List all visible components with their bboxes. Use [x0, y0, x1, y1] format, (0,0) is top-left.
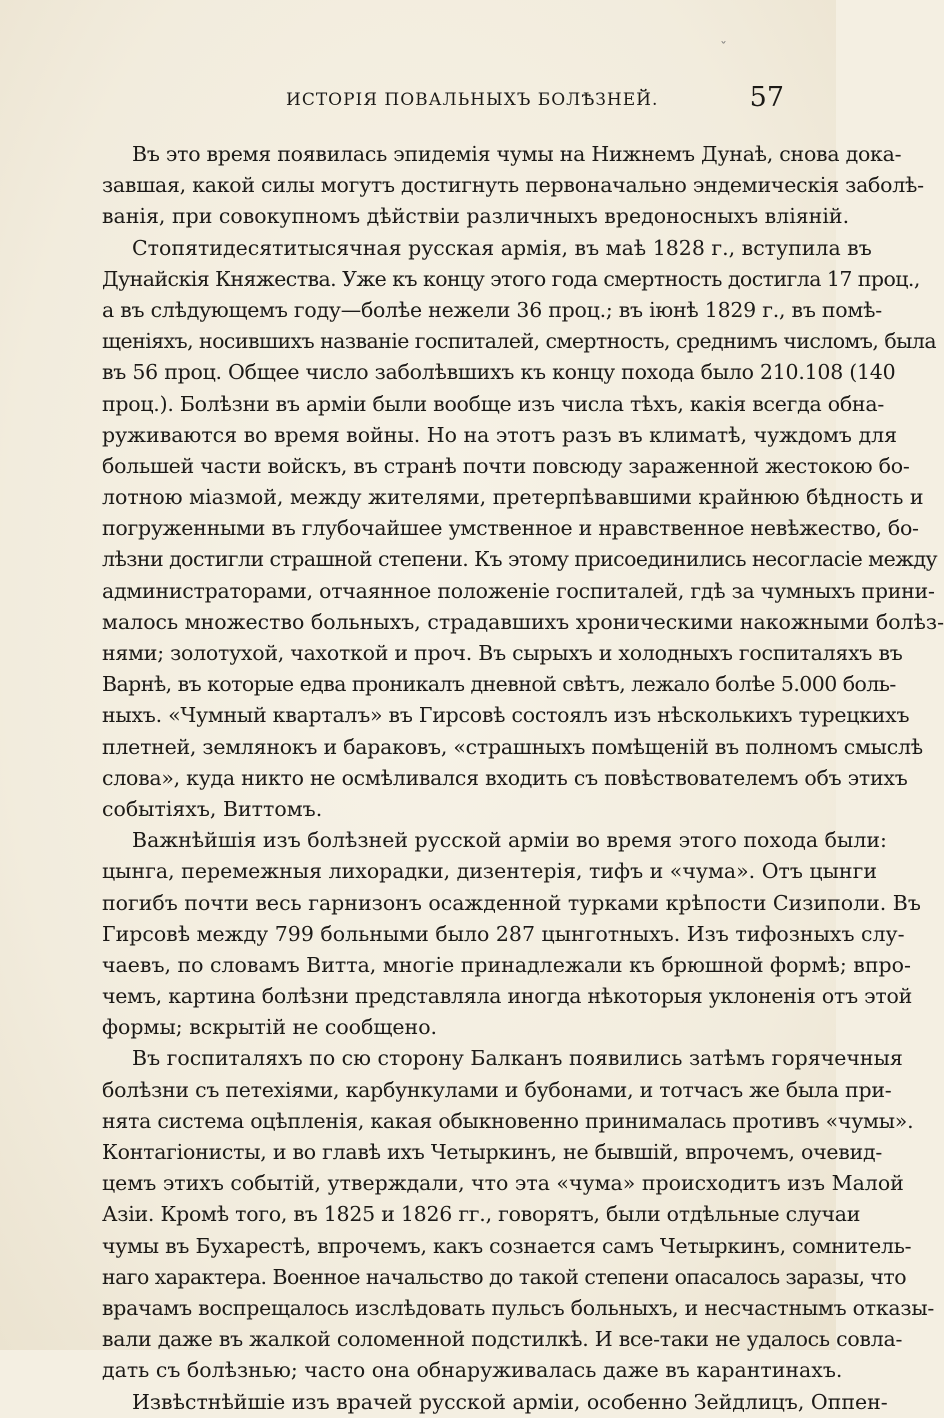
- text-line: завшая, какой силы могутъ достигнуть первоначально эндемическія заболѣ-: [102, 173, 924, 198]
- text-line: дать съ болѣзнью; часто она обнаруживалась даже въ карантинахъ.: [102, 1358, 843, 1383]
- text-line: наго характера. Военное начальство до такой степени опасалось заразы, что: [102, 1264, 906, 1289]
- text-line: руживаются во время войны. Но на этотъ разъ въ климатѣ, чуждомъ для: [102, 422, 898, 447]
- text-line: а въ слѣдующемъ году—болѣе нежели 36 проц.; въ іюнѣ 1829 г., въ помѣ-: [102, 297, 882, 322]
- text-line: цемъ этихъ событій, утверждали, что эта «чума» происходитъ изъ Малой: [102, 1171, 904, 1196]
- text-line: нями; золотухой, чахоткой и проч. Въ сырыхъ и холодныхъ госпиталяхъ въ: [102, 641, 903, 665]
- text-line: щеніяхъ, носившихъ названіе госпиталей, смертность, среднимъ числомъ, была: [102, 329, 937, 354]
- text-line: погибъ почти весь гарнизонъ осажденной турками крѣпости Сизиполи. Въ: [102, 890, 921, 915]
- text-line: погруженными въ глубочайшее умственное и нравственное невѣжество, бо-: [102, 516, 919, 541]
- text-line: слова», куда никто не осмѣливался входить съ повѣствователемъ объ этихъ: [102, 765, 908, 790]
- text-line: формы; вскрытій не сообщено.: [102, 1015, 438, 1040]
- text-line: плетней, землянокъ и бараковъ, «страшныхъ помѣщеній въ полномъ смыслѣ: [102, 734, 923, 759]
- text-line: въ 56 проц. Общее число заболѣвшихъ къ концу похода было 210.108 (140: [102, 360, 896, 385]
- text-line: проц.). Болѣзни въ арміи были вообще изъ числа тѣхъ, какія всегда обна-: [102, 391, 884, 416]
- text-line: Въ это время появилась эпидемія чумы на Нижнемъ Дунаѣ, снова дока-: [132, 142, 902, 166]
- text-line: лѣзни достигли страшной степени. Къ этому присоединились несогласіе между: [102, 547, 938, 572]
- text-line: болѣзни съ петехіями, карбункулами и бубонами, и тотчасъ же была при-: [102, 1077, 892, 1102]
- text-line: Дунайскія Княжества. Уже къ концу этого года смертность достигла 17 проц.,: [102, 266, 920, 291]
- text-line: Стопятидесятитысячная русская армія, въ маѣ 1828 г., вступила въ: [132, 235, 872, 260]
- text-line: Въ госпиталяхъ по сю сторону Балканъ появились затѣмъ горячечныя: [132, 1046, 903, 1071]
- text-line: лотною міазмой, между жителями, претерпѣвавшими крайнюю бѣдность и: [102, 485, 924, 510]
- text-line: Гирсовѣ между 799 больными было 287 цынготныхъ. Изъ тифозныхъ слу-: [102, 921, 905, 946]
- page-number: 57: [749, 82, 784, 113]
- text-line: нята система оцѣпленія, какая обыкновенно принималась противъ «чумы».: [102, 1108, 914, 1133]
- text-line: вали даже въ жалкой соломенной подстилкѣ. И все-таки не удалось совла-: [102, 1327, 903, 1352]
- text-line: чаевъ, по словамъ Витта, многіе принадлежали къ брюшной формѣ; впро-: [102, 952, 911, 977]
- text-line: цынга, перемежныя лихорадки, дизентерія, тифъ и «чума». Отъ цынги: [102, 859, 877, 884]
- text-line: чемъ, картина болѣзни представляла иногда нѣкоторыя уклоненія отъ этой: [102, 984, 912, 1009]
- text-line: чумы въ Бухарестѣ, впрочемъ, какъ сознается самъ Четыркинъ, сомнитель-: [102, 1233, 912, 1258]
- running-title: ИСТОРІЯ ПОВАЛЬНЫХЪ БОЛѢЗНЕЙ.: [286, 90, 659, 110]
- text-line: Извѣстнѣйшіе изъ врачей русской арміи, особенно Зейдлицъ, Оппен-: [132, 1389, 888, 1414]
- text-line: Важнѣйшія изъ болѣзней русской арміи во время этого похода были:: [132, 828, 887, 853]
- body-text: [102, 139, 944, 1418]
- page-header: [108, 82, 784, 122]
- text-line: ныхъ. «Чумный кварталъ» въ Гирсовѣ состоялъ изъ нѣсколькихъ турецкихъ: [102, 703, 910, 728]
- text-line: ванія, при совокупномъ дѣйствіи различныхъ вредоносныхъ вліяній.: [102, 204, 850, 229]
- text-line: большей части войскъ, въ странѣ почти повсюду зараженной жестокою бо-: [102, 453, 910, 478]
- text-line: Варнѣ, въ которые едва проникалъ дневной свѣтъ, лежало болѣе 5.000 боль-: [102, 672, 896, 697]
- text-line: Контагіонисты, и во главѣ ихъ Четыркинъ, не бывшій, впрочемъ, очевид-: [102, 1140, 883, 1164]
- text-line: малось множество больныхъ, страдавшихъ хроническими накожными болѣз-: [102, 609, 944, 634]
- text-line: Азіи. Кромѣ того, въ 1825 и 1826 гг., говорятъ, были отдѣльные случаи: [102, 1202, 861, 1227]
- scan-speck: ˇ: [720, 40, 727, 56]
- text-line: администраторами, отчаянное положеніе госпиталей, гдѣ за чумныхъ прини-: [102, 578, 935, 603]
- text-line: событіяхъ, Виттомъ.: [102, 796, 323, 821]
- text-line: врачамъ воспрещалось изслѣдовать пульсъ больныхъ, и несчастнымъ отказы-: [102, 1295, 935, 1320]
